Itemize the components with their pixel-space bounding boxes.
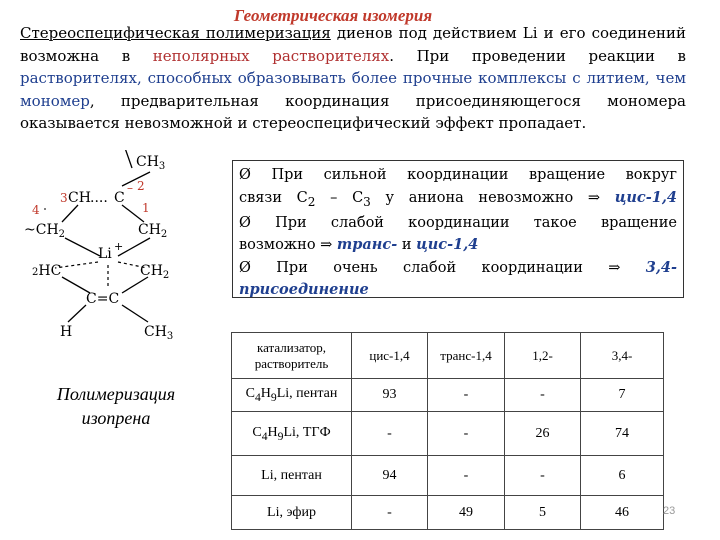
term-complexing-solvents: растворителях, способных образовывать более прочные комплексы с литием, чем мономер: [20, 69, 686, 110]
note-2c: у аниона невозможно ⇒: [370, 189, 615, 206]
bullet-icon: Ø: [239, 167, 251, 183]
note-line-2: [239, 187, 677, 213]
note-line-4: [239, 234, 677, 257]
monomer-c-eq-c: C=C: [86, 291, 120, 307]
charge-minus: –: [127, 181, 133, 195]
note-4c: и: [397, 237, 417, 254]
header-12: 1,2-: [505, 333, 581, 379]
header-cis14: цис-1,4: [352, 333, 428, 379]
row4-trans14: 49: [428, 496, 505, 530]
row4-34: 46: [581, 496, 664, 530]
header-catalyst: катализатор, растворитель: [232, 333, 352, 379]
atom-number-2: 2: [137, 179, 145, 193]
row1-catalyst: $C_4H_9Li$, пентан: [232, 379, 352, 412]
row2-cis14: -: [352, 412, 428, 456]
row2-34: 74: [581, 412, 664, 456]
note-2-sub2: 3: [363, 194, 371, 209]
row1-12: -: [505, 379, 581, 412]
bond-c-ch3: [122, 305, 148, 322]
atom-number-1: 1: [142, 201, 150, 215]
note-4a: возможно ⇒: [239, 237, 337, 254]
note-1-text: При сильной координации вращение вокруг: [271, 167, 678, 183]
lithium-label: Li: [98, 246, 112, 262]
c4-ch2-label: $\sim CH_2$: [24, 222, 66, 240]
row2-12: 26: [505, 412, 581, 456]
header-34: 3,4-: [581, 333, 664, 379]
note-line-1: [239, 165, 677, 187]
monomer-hc-label: 2HC: [32, 263, 62, 279]
note-2b: – С: [315, 189, 364, 206]
note-2-cis: цис-1,4: [614, 188, 677, 206]
table-row: [232, 412, 664, 456]
top-ch3-label: $CH_3$: [136, 154, 166, 172]
charge-plus: +: [114, 240, 124, 253]
row1-34: 7: [581, 379, 664, 412]
bond-ch3-top: [125, 150, 132, 168]
row3-trans14: -: [428, 456, 505, 496]
term-stereospecific: Стереоспецифическая полимеризация: [20, 24, 331, 42]
row2-trans14: -: [428, 412, 505, 456]
coordination-notes-box: [232, 160, 684, 298]
para-part-2: диенов под действием Li и его соединений возможна в: [20, 24, 686, 65]
table-header-row: [232, 333, 664, 379]
note-line-3: [239, 213, 677, 235]
note-2a: связи С: [239, 189, 308, 206]
row1-cis14: 93: [352, 379, 428, 412]
isoprene-lithium-complex-structure: [10, 150, 230, 350]
row2-catalyst: $C_4H_9Li$, ТГФ: [232, 412, 352, 456]
monomer-ch2-label: $CH_2$: [140, 263, 170, 281]
note-4-cis: цис-1,4: [416, 236, 479, 254]
row3-catalyst: Li, пентан: [232, 456, 352, 496]
bullet-icon: Ø: [239, 214, 251, 231]
row3-12: -: [505, 456, 581, 496]
slide-title: Геометрическая изомерия: [233, 6, 433, 25]
row1-trans14: -: [428, 379, 505, 412]
table-row: [232, 496, 664, 530]
note-5a: При очень слабой координации ⇒: [276, 259, 646, 276]
row4-12: 5: [505, 496, 581, 530]
monomer-ch3-label: $CH_3$: [144, 324, 174, 342]
intro-paragraph: [20, 22, 686, 135]
note-4-trans: транс-: [336, 236, 398, 254]
c1-ch2-label: $CH_2$: [138, 222, 168, 240]
atom-number-3: 3: [60, 191, 68, 205]
note-5-34: 3,4-: [645, 258, 678, 276]
row4-cis14: -: [352, 496, 428, 530]
term-nonpolar-solvents: неполярных растворителях: [152, 46, 390, 65]
bond-c-h: [68, 305, 86, 322]
note-line-6: [239, 279, 677, 302]
note-6-addition: присоединение: [239, 281, 369, 299]
coord-li-left: [55, 262, 98, 268]
row4-catalyst: Li, эфир: [232, 496, 352, 530]
bond-ch2-li-left: [65, 238, 100, 256]
row3-34: 6: [581, 456, 664, 496]
bond-ch2-c: [122, 277, 148, 293]
table-row: [232, 379, 664, 412]
atom-number-4: 4: [32, 203, 40, 217]
bond-c-ch2-right: [122, 205, 144, 222]
monomer-h-label: H: [60, 324, 73, 340]
note-line-5: [239, 257, 677, 280]
bond-ch-ch2-left: [62, 205, 78, 222]
c2-c-label: C: [114, 190, 125, 206]
header-trans14: транс-1,4: [428, 333, 505, 379]
c3-ch-label: CH: [68, 190, 91, 206]
caption-isoprene-polymerization: Полимеризация изопрена: [56, 384, 176, 428]
page-number: 23: [663, 505, 676, 517]
note-2-sub1: 2: [307, 194, 316, 209]
bullet-icon: Ø: [239, 259, 251, 276]
row3-cis14: 94: [352, 456, 428, 496]
delocalization-dots: ....: [90, 190, 108, 206]
microstructure-table: [231, 332, 664, 530]
para-part-4: . При проведении реакции в: [389, 46, 687, 65]
table-row: [232, 456, 664, 496]
para-part-6: , предварительная координация присоединяющегося мономера оказывается невозможной и стереоспецифический эффект пропадает.: [20, 91, 686, 132]
note-3-text: При слабой координации такое вращение: [275, 214, 678, 231]
